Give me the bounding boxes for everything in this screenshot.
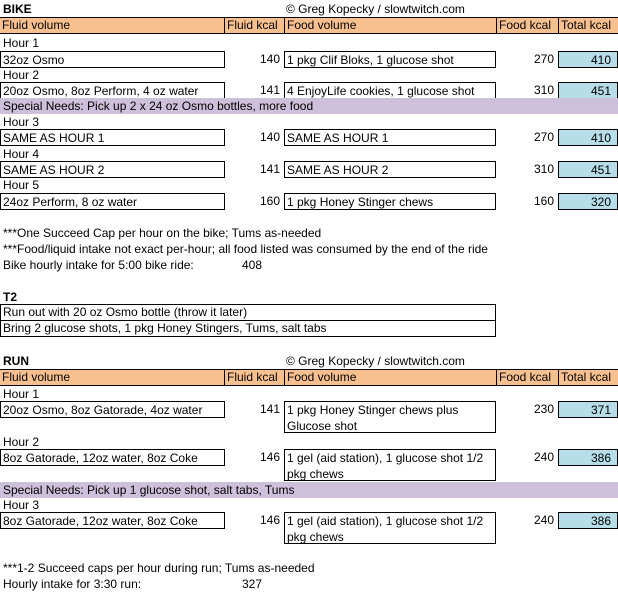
run-intake-value: 327: [242, 577, 263, 591]
food-kcal-cell: 270: [533, 52, 554, 66]
header-fluid-kcal: Fluid kcal: [224, 18, 284, 33]
food-kcal-cell: 310: [533, 83, 554, 97]
fluid-kcal-cell: 141: [259, 83, 280, 97]
bike-hour-5-label: Hour 5: [3, 178, 40, 192]
fluid-kcal-cell: 141: [259, 402, 280, 416]
table-row: [0, 51, 618, 68]
bike-copyright: © Greg Kopecky / slowtwitch.com: [286, 2, 465, 16]
run-copyright: © Greg Kopecky / slowtwitch.com: [286, 354, 465, 368]
bike-intake-value: 408: [242, 258, 263, 272]
table-row: [0, 82, 618, 99]
bike-hour-1-label: Hour 1: [3, 36, 40, 50]
run-note-1: ***1-2 Succeed caps per hour during run; Tums as-needed: [3, 561, 315, 575]
header-fluid-volume: Fluid volume: [2, 18, 71, 32]
run-hour-2-label: Hour 2: [3, 435, 40, 449]
food-volume-cell: 4 EnjoyLife cookies, 1 glucose shot: [284, 82, 496, 99]
run-hour-3-label: Hour 3: [3, 498, 40, 512]
t2-line-2: Bring 2 glucose shots, 1 pkg Honey Stingers, Tums, salt tabs: [0, 320, 496, 337]
table-row: [0, 193, 618, 210]
bike-note-1: ***One Succeed Cap per hour on the bike; Tums as-needed: [3, 226, 322, 240]
bike-hour-4-label: Hour 4: [3, 147, 40, 161]
header-food-kcal: Food kcal: [496, 370, 558, 385]
bike-title: BIKE: [3, 2, 32, 16]
bike-note-2: ***Food/liquid intake not exact per-hour; all food listed was consumed by the end of the ride: [3, 242, 488, 256]
total-kcal-cell: 386: [558, 449, 618, 466]
total-kcal-cell: 371: [558, 401, 618, 418]
run-intake-label: Hourly intake for 3:30 run:: [3, 577, 142, 591]
run-header-row: [0, 369, 618, 386]
header-fluid-volume: Fluid volume: [2, 370, 71, 384]
fluid-volume-cell: 20oz Osmo, 8oz Gatorade, 4oz water: [0, 401, 225, 418]
food-volume-cell: 1 gel (aid station), 1 glucose shot 1/2 pkg chews: [284, 449, 496, 481]
food-volume-cell: 1 pkg Clif Bloks, 1 glucose shot: [284, 51, 496, 68]
food-volume-cell: SAME AS HOUR 2: [284, 161, 496, 178]
food-volume-cell: 1 pkg Honey Stinger chews plus Glucose shot: [284, 401, 496, 433]
table-row: [0, 401, 618, 433]
food-kcal-cell: 310: [533, 162, 554, 176]
header-total-kcal: Total kcal: [558, 18, 618, 33]
t2-line-1: Run out with 20 oz Osmo bottle (throw it later): [0, 304, 496, 321]
fluid-volume-cell: 32oz Osmo: [0, 51, 225, 68]
food-kcal-cell: 240: [533, 450, 554, 464]
run-title: RUN: [3, 354, 29, 368]
header-food-volume: Food volume: [284, 18, 496, 33]
total-kcal-cell: 410: [558, 51, 618, 68]
total-kcal-cell: 410: [558, 129, 618, 146]
table-row: [0, 161, 618, 178]
fluid-kcal-cell: 160: [259, 194, 280, 208]
table-row: [0, 512, 618, 544]
food-kcal-cell: 270: [533, 130, 554, 144]
fluid-volume-cell: 24oz Perform, 8 oz water: [0, 193, 225, 210]
food-kcal-cell: 240: [533, 513, 554, 527]
food-kcal-cell: 160: [533, 194, 554, 208]
fluid-volume-cell: 8oz Gatorade, 12oz water, 8oz Coke: [0, 449, 225, 466]
fluid-kcal-cell: 140: [259, 52, 280, 66]
fluid-kcal-cell: 141: [259, 162, 280, 176]
food-volume-cell: 1 pkg Honey Stinger chews: [284, 193, 496, 210]
table-row: [0, 129, 618, 146]
run-hour-1-label: Hour 1: [3, 387, 40, 401]
fluid-volume-cell: 8oz Gatorade, 12oz water, 8oz Coke: [0, 512, 225, 529]
t2-title: T2: [3, 290, 18, 304]
total-kcal-cell: 451: [558, 82, 618, 99]
fluid-volume-cell: 20oz Osmo, 8oz Perform, 4 oz water: [0, 82, 225, 99]
bike-hour-3-label: Hour 3: [3, 115, 40, 129]
fluid-kcal-cell: 140: [259, 130, 280, 144]
header-food-volume: Food volume: [284, 370, 496, 385]
header-food-kcal: Food kcal: [496, 18, 558, 33]
fluid-volume-cell: SAME AS HOUR 1: [0, 129, 225, 146]
header-fluid-kcal: Fluid kcal: [224, 370, 284, 385]
bike-hour-2-label: Hour 2: [3, 68, 40, 82]
total-kcal-cell: 320: [558, 193, 618, 210]
run-special-needs: Special Needs: Pick up 1 glucose shot, salt tabs, Tums: [0, 482, 618, 498]
table-row: [0, 449, 618, 481]
fluid-kcal-cell: 146: [259, 450, 280, 464]
food-volume-cell: SAME AS HOUR 1: [284, 129, 496, 146]
food-volume-cell: 1 gel (aid station), 1 glucose shot 1/2 pkg chews: [284, 512, 496, 544]
food-kcal-cell: 230: [533, 402, 554, 416]
header-total-kcal: Total kcal: [558, 370, 618, 385]
total-kcal-cell: 451: [558, 161, 618, 178]
fluid-kcal-cell: 146: [259, 513, 280, 527]
fluid-volume-cell: SAME AS HOUR 2: [0, 161, 225, 178]
bike-special-needs: Special Needs: Pick up 2 x 24 oz Osmo bottles, more food: [0, 98, 618, 114]
total-kcal-cell: 386: [558, 512, 618, 529]
bike-intake-label: Bike hourly intake for 5:00 bike ride:: [3, 258, 194, 272]
bike-header-row: [0, 17, 618, 34]
